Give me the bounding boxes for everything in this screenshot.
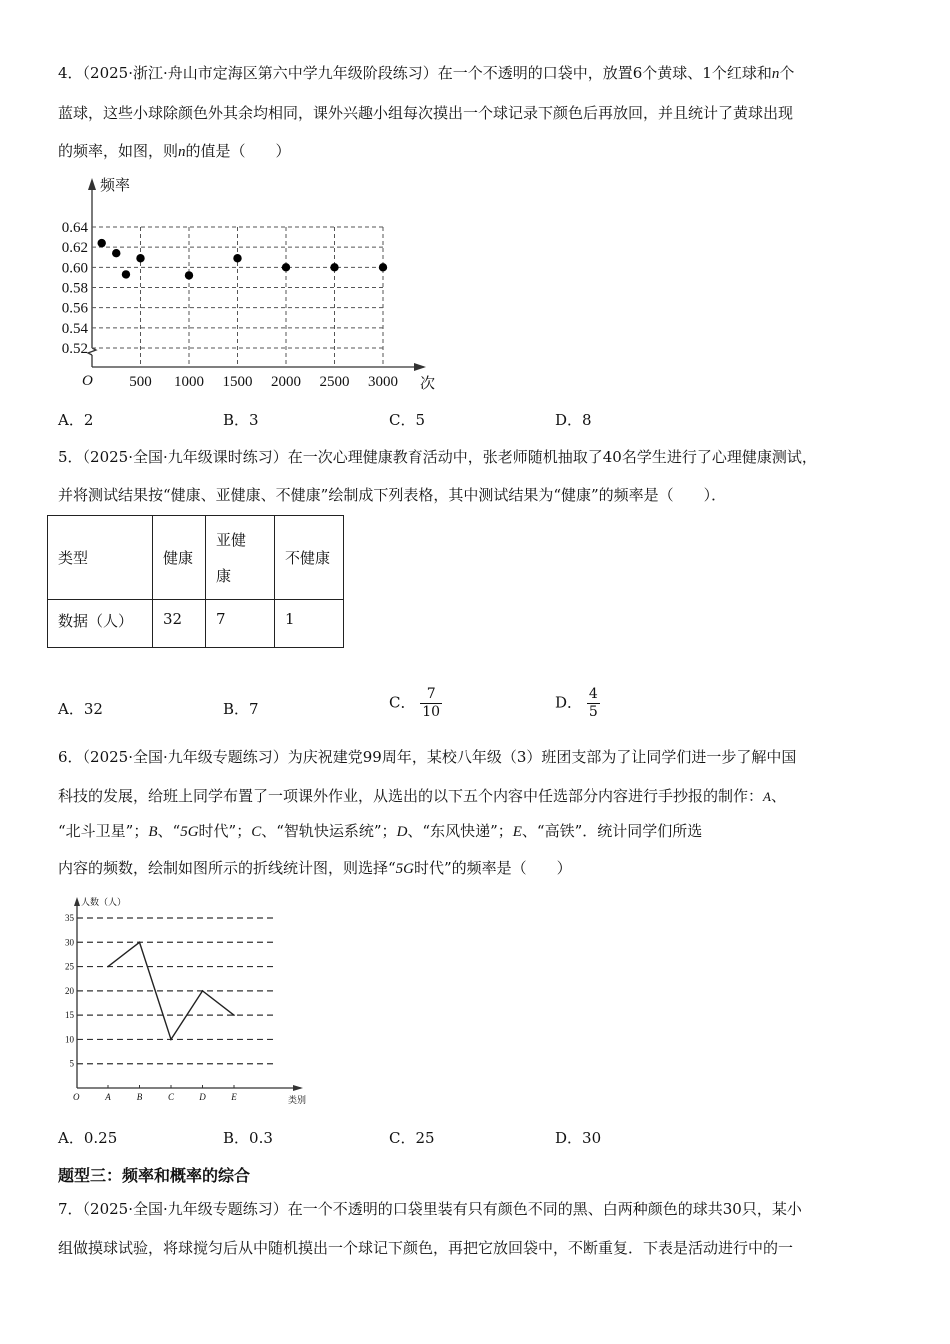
x-tick-label: D [199,1092,206,1102]
y-tick-label: 0.60 [61,260,88,277]
q5-option-d[interactable] [555,686,600,721]
y-tick-label: 35 [65,913,74,923]
x-tick-label: 2000 [271,374,301,390]
q6-text: 时代”； [198,822,252,840]
q4-option-b[interactable]: B．3 [223,411,259,429]
table-cell: 数据（人） [48,600,153,648]
y-tick-label: 0.58 [61,280,88,297]
x-tick-label: B [136,1092,143,1102]
x-axis-title: 类别 [288,1095,307,1105]
fraction-4-5 [587,686,600,721]
q5-line-2: 并将测试结果按“健康、亚健康、不健康”绘制成下列表格，其中测试结果为“健康”的频率是（ ）． [58,486,727,504]
table-header-row [48,516,344,600]
section-heading: 题型三：频率和概率的综合 [58,1166,251,1185]
q6-line-chart [55,892,317,1110]
y-tick-label: 0.54 [61,320,88,337]
q4-frequency-scatter-chart [52,172,442,394]
q4-line-2: 蓝球，这些小球除颜色外其余均相同，课外兴趣小组每次摸出一个球记录下颜色后再放回，并且统计了黄球出现 [58,104,794,122]
x-axis-arrow [293,1085,303,1091]
y-axis-arrow [88,178,96,190]
q5-data-table [47,515,344,648]
x-tick-label: 3000 [368,374,398,390]
label-a: A [763,789,771,804]
table-header-cell: 不健康 [275,516,344,600]
axis-break-mark [88,348,96,355]
x-tick-label: 1000 [174,374,204,390]
y-tick-label: 25 [65,961,74,972]
x-tick-label: C [167,1092,175,1102]
y-tick-label: 0.56 [61,300,88,317]
series-vertex [170,1039,172,1041]
q4-line-1 [58,63,794,84]
table-row [48,600,344,648]
x-axis-title: 次 [420,376,436,392]
data-point [379,263,387,271]
y-axis-title: 人数（人） [81,897,127,907]
table-cell: 32 [153,600,206,648]
data-point [98,239,106,247]
numerator: 4 [588,686,598,702]
y-tick-label: 30 [65,937,74,948]
data-point [185,271,193,279]
data-point [282,263,290,271]
data-point [112,249,120,257]
q7-line-2: 组做摸球试验，将球搅匀后从中随机摸出一个球记下颜色，再把它放回袋中，不断重复．下表是活动进行中的一 [58,1239,794,1257]
table-header-cell: 类型 [48,516,153,600]
q4-option-d[interactable]: D．8 [555,411,592,429]
y-axis-title: 频率 [100,178,131,194]
y-tick-label: 10 [65,1034,74,1045]
q6-text: 、“东风快递”； [407,822,513,840]
label-c: C [251,824,262,840]
data-point [122,270,130,278]
y-tick-label: 0.52 [61,341,88,357]
label-d: D [396,824,408,840]
series-vertex [107,966,109,968]
header-text: 亚健 [216,530,247,549]
data-point [233,254,241,262]
denominator: 5 [588,704,598,720]
origin-label: O [82,373,93,389]
q4-text: 4．（2025·浙江·舟山市定海区第六中学九年级阶段练习）在一个不透明的口袋中，放置6个黄球、1个红球和 [58,64,772,82]
x-tick-label: 2500 [319,374,350,390]
x-tick-label: 500 [129,374,152,390]
variable-n: n [178,144,186,160]
fraction-7-10 [420,686,442,721]
q6-text: 、“智轨快运系统”； [261,822,397,840]
data-point [136,254,144,262]
q6-text: 时代”的频率是（ ） [414,859,572,877]
x-tick-label: 1500 [222,374,253,390]
y-axis-arrow [74,897,80,906]
q6-text: 内容的频数，绘制如图所示的折线统计图，则选择“ [58,859,396,877]
table-header-cell: 健康 [153,516,206,600]
q6-line-4 [58,858,572,879]
label-b: B [148,824,158,840]
q6-option-c[interactable]: C．25 [389,1129,435,1147]
numerator: 7 [426,686,436,702]
label-e: E [512,824,522,840]
table-cell: 7 [206,600,275,648]
label-5g: 5G [180,824,199,840]
q6-text: 、“ [157,822,181,840]
series-vertex [233,1014,235,1016]
q6-text: 科技的发展，给班上同学布置了一项课外作业，从选出的以下五个内容中任选部分内容进行手抄报的制作： [58,787,764,805]
data-point [330,263,338,271]
series-vertex [202,990,204,992]
q4-text-end: 个 [779,64,795,82]
q6-text: “北斗卫星”； [58,822,149,840]
q6-text: 、“高铁”．统计同学们所选 [521,822,703,840]
y-tick-label: 0.64 [61,220,88,236]
q6-option-d[interactable]: D．30 [555,1129,602,1147]
origin-label: O [73,1092,80,1102]
separator: 、 [770,787,786,805]
x-axis-arrow [414,363,426,371]
series-vertex [139,941,141,943]
q5-option-b[interactable]: B．7 [223,700,259,718]
q6-option-a[interactable]: A．0.25 [58,1129,118,1147]
denominator: 10 [422,704,441,720]
header-text: 康 [216,566,232,585]
y-tick-label: 15 [65,1010,74,1021]
option-label: D． [555,693,583,712]
table-cell: 1 [275,600,344,648]
label-5g: 5G [395,861,415,877]
q6-option-b[interactable]: B．0.3 [223,1129,273,1147]
q4-option-c[interactable]: C．5 [389,411,426,429]
q4-text: 的频率，如图，则 [58,142,179,160]
variable-n: n [771,66,780,82]
q4-line-3 [58,141,291,162]
q4-text: 的值是（ ） [185,142,291,160]
q5-option-a[interactable]: A．32 [58,700,103,718]
y-tick-label: 20 [65,985,74,996]
q6-line-1: 6．（2025·全国·九年级专题练习）为庆祝建党99周年，某校八年级（3）班团支部为了让同学们进一步了解中国 [58,748,797,766]
q4-option-a[interactable]: A．2 [58,411,94,429]
y-tick-label: 0.62 [61,240,88,257]
x-tick-label: A [105,1092,111,1102]
y-tick-label: 5 [69,1058,74,1069]
x-tick-label: E [231,1092,237,1102]
q5-option-c[interactable] [389,686,442,721]
option-label: C． [389,693,416,712]
q6-line-2 [58,786,786,807]
q6-line-3 [58,821,702,842]
q7-line-1: 7．（2025·全国·九年级专题练习）在一个不透明的口袋里装有只有颜色不同的黑、白两种颜色的球共30只，某小 [58,1200,802,1218]
table-header-cell [206,516,275,600]
q5-line-1: 5．（2025·全国·九年级课时练习）在一次心理健康教育活动中，张老师随机抽取了40名学生进行了心理健康测试， [58,448,817,466]
